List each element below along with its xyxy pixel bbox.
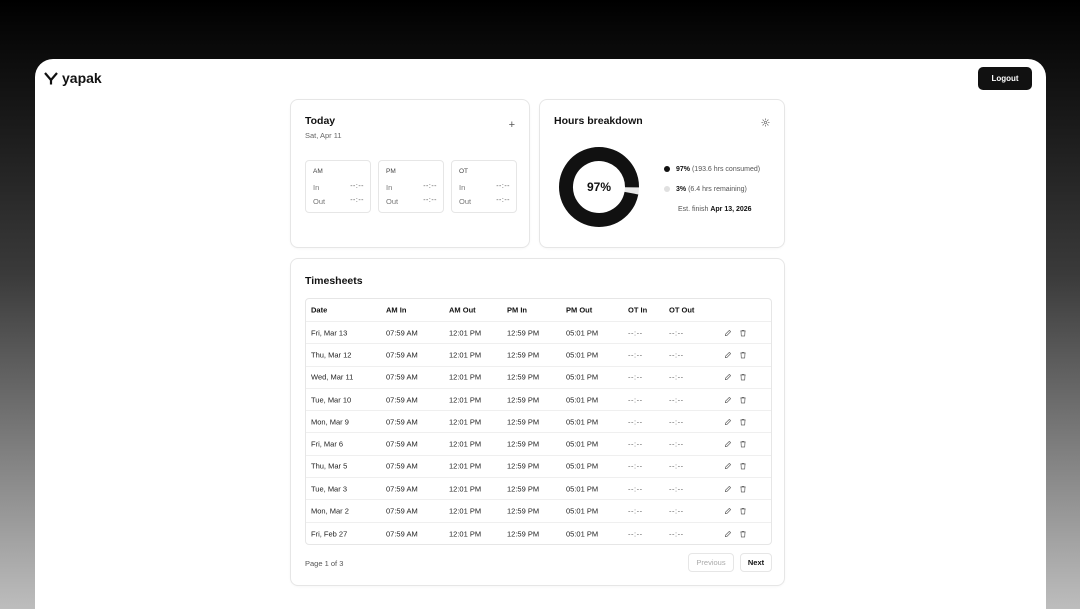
table-cell: 12:01 PM <box>449 395 482 405</box>
timesheets-table <box>305 298 772 545</box>
table-cell: 07:59 AM <box>386 484 418 494</box>
table-cell: 05:01 PM <box>566 328 599 338</box>
pencil-icon <box>724 507 732 515</box>
previous-page-button[interactable]: Previous <box>688 553 734 572</box>
table-cell: 12:59 PM <box>507 529 540 539</box>
table-cell: Tue, Mar 3 <box>311 484 347 494</box>
table-cell: Mon, Mar 2 <box>311 506 349 516</box>
table-cell: 05:01 PM <box>566 461 599 471</box>
out-label: Out <box>313 197 326 206</box>
today-card <box>290 99 530 248</box>
pencil-icon <box>724 418 732 426</box>
in-label: In <box>386 183 393 192</box>
table-cell: 12:01 PM <box>449 328 482 338</box>
table-cell: 05:01 PM <box>566 529 599 539</box>
shift-label: PM <box>386 168 396 175</box>
pencil-icon <box>724 530 732 538</box>
trash-icon <box>739 507 747 515</box>
table-cell: --:-- <box>628 417 643 427</box>
edit-row-button[interactable] <box>724 418 732 426</box>
table-cell: Mon, Mar 9 <box>311 417 349 427</box>
pencil-icon <box>724 462 732 470</box>
hours-breakdown-card <box>539 99 785 248</box>
column-header: AM In <box>386 305 407 315</box>
out-label: Out <box>386 197 399 206</box>
table-cell: 07:59 AM <box>386 395 418 405</box>
consumed-detail: (193.6 hrs consumed) <box>691 165 761 173</box>
remaining-detail: (6.4 hrs remaining) <box>688 185 747 193</box>
table-cell: --:-- <box>669 395 684 405</box>
yapak-logo-icon <box>44 72 58 85</box>
table-cell: --:-- <box>669 484 684 494</box>
edit-row-button[interactable] <box>724 351 732 359</box>
gear-icon <box>761 118 770 127</box>
edit-row-button[interactable] <box>724 485 732 493</box>
table-cell: 07:59 AM <box>386 328 418 338</box>
table-cell: Fri, Mar 13 <box>311 328 348 338</box>
add-entry-button[interactable] <box>509 120 515 131</box>
timesheets-card <box>290 258 785 586</box>
table-cell: 12:59 PM <box>507 461 540 471</box>
delete-row-button[interactable] <box>739 485 747 493</box>
table-cell: --:-- <box>669 529 684 539</box>
today-date: Sat, Apr 11 <box>305 131 342 140</box>
table-cell: --:-- <box>669 506 684 516</box>
table-header-row <box>306 299 771 322</box>
consumed-percent: 97% <box>676 165 691 173</box>
app-name: yapak <box>62 70 102 86</box>
hours-donut <box>558 146 640 228</box>
trash-icon <box>739 485 747 493</box>
column-header: AM Out <box>449 305 476 315</box>
table-cell: 12:59 PM <box>507 372 540 382</box>
table-row <box>306 523 771 545</box>
table-cell: 07:59 AM <box>386 372 418 382</box>
trash-icon <box>739 530 747 538</box>
table-cell: 05:01 PM <box>566 350 599 360</box>
table-cell: 05:01 PM <box>566 395 599 405</box>
donut-percent-label: 97% <box>586 180 612 194</box>
trash-icon <box>739 440 747 448</box>
table-cell: 12:01 PM <box>449 506 482 516</box>
table-cell: 12:59 PM <box>507 484 540 494</box>
out-value: --:-- <box>423 197 437 204</box>
table-cell: 12:01 PM <box>449 529 482 539</box>
shift-label: AM <box>313 168 323 175</box>
table-cell: --:-- <box>669 461 684 471</box>
table-cell: 07:59 AM <box>386 417 418 427</box>
table-cell: 12:01 PM <box>449 484 482 494</box>
table-cell: --:-- <box>628 372 643 382</box>
table-cell: --:-- <box>669 439 684 449</box>
table-row <box>306 389 771 411</box>
edit-row-button[interactable] <box>724 507 732 515</box>
trash-icon <box>739 329 747 337</box>
shift-label: OT <box>459 168 469 175</box>
table-cell: 12:59 PM <box>507 350 540 360</box>
pencil-icon <box>724 373 732 381</box>
table-cell: 05:01 PM <box>566 372 599 382</box>
table-cell: --:-- <box>628 461 643 471</box>
in-label: In <box>313 183 320 192</box>
delete-row-button[interactable] <box>739 396 747 404</box>
table-cell: --:-- <box>669 417 684 427</box>
in-label: In <box>459 183 466 192</box>
table-cell: --:-- <box>628 350 643 360</box>
table-cell: 07:59 AM <box>386 461 418 471</box>
hours-title: Hours breakdown <box>554 115 643 127</box>
table-cell: 12:01 PM <box>449 417 482 427</box>
in-value: --:-- <box>350 183 364 190</box>
timesheets-title: Timesheets <box>305 275 363 287</box>
pencil-icon <box>724 351 732 359</box>
table-row <box>306 322 771 344</box>
est-label: Est. finish <box>678 206 709 213</box>
column-header: PM In <box>507 305 527 315</box>
trash-icon <box>739 418 747 426</box>
pencil-icon <box>724 485 732 493</box>
column-header: Date <box>311 305 328 315</box>
in-value: --:-- <box>423 183 437 190</box>
out-value: --:-- <box>350 197 364 204</box>
table-cell: --:-- <box>628 328 643 338</box>
next-page-button[interactable]: Next <box>740 553 772 572</box>
pencil-icon <box>724 396 732 404</box>
legend-consumed <box>664 164 760 174</box>
table-row <box>306 478 771 500</box>
in-value: --:-- <box>496 183 510 190</box>
table-cell: 12:01 PM <box>449 350 482 360</box>
table-cell: Fri, Feb 27 <box>311 529 348 539</box>
delete-row-button[interactable] <box>739 440 747 448</box>
table-cell: --:-- <box>628 484 643 494</box>
plus-icon: + <box>508 119 515 131</box>
table-cell: 07:59 AM <box>386 529 418 539</box>
delete-row-button[interactable] <box>739 418 747 426</box>
remaining-percent: 3% <box>676 185 687 193</box>
shift-pm <box>378 160 444 213</box>
column-header: PM Out <box>566 305 593 315</box>
page-info: Page 1 of 3 <box>305 559 344 568</box>
table-cell: 05:01 PM <box>566 439 599 449</box>
trash-icon <box>739 396 747 404</box>
column-header: OT Out <box>669 305 695 315</box>
column-header: OT In <box>628 305 648 315</box>
table-cell: --:-- <box>628 395 643 405</box>
table-cell: 12:59 PM <box>507 439 540 449</box>
remaining-dot-icon <box>664 186 670 192</box>
table-cell: --:-- <box>669 372 684 382</box>
shift-ot <box>451 160 517 213</box>
delete-row-button[interactable] <box>739 530 747 538</box>
table-cell: --:-- <box>669 350 684 360</box>
trash-icon <box>739 462 747 470</box>
table-cell: Thu, Mar 12 <box>311 350 352 360</box>
settings-button[interactable] <box>761 115 770 130</box>
estimated-finish <box>678 206 752 213</box>
table-cell: 05:01 PM <box>566 506 599 516</box>
edit-row-button[interactable] <box>724 373 732 381</box>
edit-row-button[interactable] <box>724 530 732 538</box>
table-cell: --:-- <box>628 529 643 539</box>
delete-row-button[interactable] <box>739 329 747 337</box>
edit-row-button[interactable] <box>724 440 732 448</box>
out-value: --:-- <box>496 197 510 204</box>
delete-row-button[interactable] <box>739 507 747 515</box>
edit-row-button[interactable] <box>724 329 732 337</box>
table-row <box>306 367 771 389</box>
edit-row-button[interactable] <box>724 396 732 404</box>
table-cell: --:-- <box>669 328 684 338</box>
table-cell: 12:59 PM <box>507 328 540 338</box>
table-cell: 07:59 AM <box>386 350 418 360</box>
table-cell: 07:59 AM <box>386 506 418 516</box>
table-cell: 12:01 PM <box>449 461 482 471</box>
logo <box>44 70 102 86</box>
trash-icon <box>739 373 747 381</box>
est-date: Apr 13, 2026 <box>710 206 752 213</box>
logout-button[interactable]: Logout <box>978 67 1032 90</box>
legend-remaining <box>664 184 760 194</box>
table-row <box>306 411 771 433</box>
table-row <box>306 433 771 455</box>
table-cell: Fri, Mar 6 <box>311 439 344 449</box>
delete-row-button[interactable] <box>739 351 747 359</box>
shift-am <box>305 160 371 213</box>
table-cell: Thu, Mar 5 <box>311 461 348 471</box>
table-cell: Tue, Mar 10 <box>311 395 352 405</box>
hours-legend <box>664 164 760 194</box>
delete-row-button[interactable] <box>739 373 747 381</box>
delete-row-button[interactable] <box>739 462 747 470</box>
table-cell: 12:01 PM <box>449 372 482 382</box>
pencil-icon <box>724 440 732 448</box>
table-row <box>306 456 771 478</box>
table-cell: 07:59 AM <box>386 439 418 449</box>
table-row <box>306 344 771 366</box>
table-cell: 12:59 PM <box>507 417 540 427</box>
table-cell: --:-- <box>628 506 643 516</box>
table-cell: --:-- <box>628 439 643 449</box>
consumed-dot-icon <box>664 166 670 172</box>
out-label: Out <box>459 197 472 206</box>
today-title: Today <box>305 115 336 127</box>
table-cell: 12:01 PM <box>449 439 482 449</box>
trash-icon <box>739 351 747 359</box>
table-cell: 12:59 PM <box>507 395 540 405</box>
pencil-icon <box>724 329 732 337</box>
edit-row-button[interactable] <box>724 462 732 470</box>
table-row <box>306 500 771 522</box>
table-cell: 05:01 PM <box>566 417 599 427</box>
app-window <box>35 59 1046 609</box>
table-cell: 12:59 PM <box>507 506 540 516</box>
table-cell: Wed, Mar 11 <box>311 372 354 382</box>
table-cell: 05:01 PM <box>566 484 599 494</box>
